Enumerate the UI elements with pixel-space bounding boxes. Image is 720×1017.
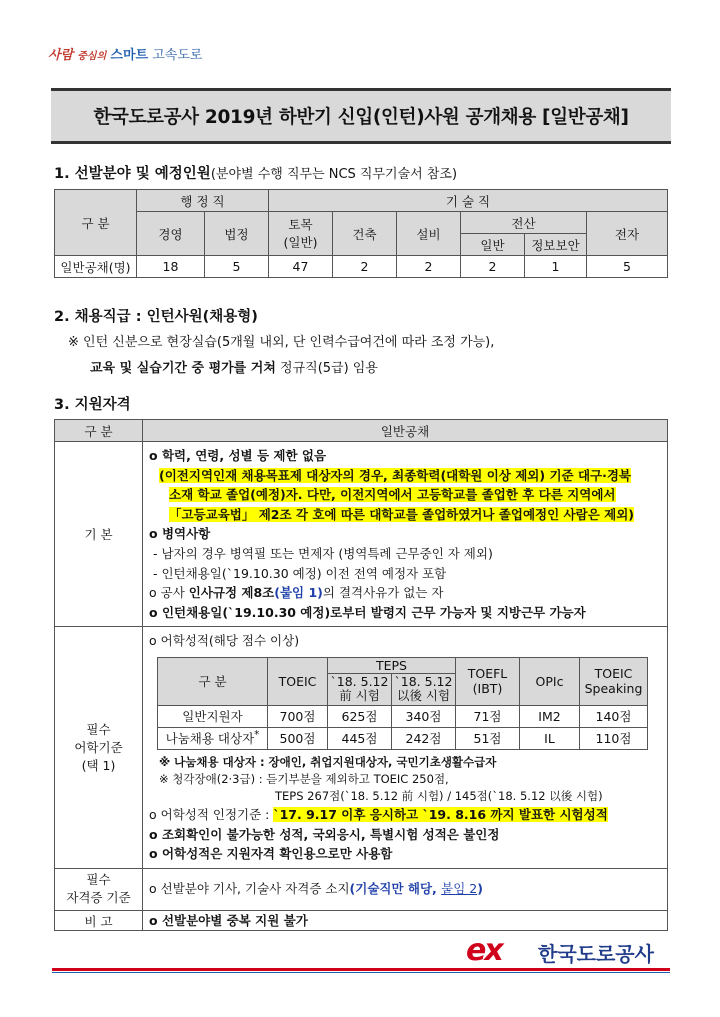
recruitment-table	[54, 189, 668, 278]
col-jeonja: 전자	[587, 212, 668, 256]
lang-h-teps-a2: 前 시험	[339, 688, 380, 704]
lang-note4	[149, 805, 661, 825]
col-jeonsan: 전산	[461, 212, 587, 234]
note-text: o 선발분야별 중복 지원 불가	[149, 912, 308, 928]
lang-row-label-text: 나눔채용 대상자	[165, 731, 255, 747]
lang-score: 242점	[392, 727, 456, 749]
tech-header: 기 술 직	[269, 190, 668, 212]
section1-heading	[54, 162, 457, 183]
cert-line	[149, 879, 661, 899]
value-cell: 2	[397, 256, 461, 278]
lang-score: IL	[520, 727, 580, 749]
basic-line2: (이전지역인재 채용목표제 대상자의 경우, 최종학력(대학원 이상 제외) 기준 대구·경북	[159, 467, 632, 483]
lang-h-teps-b1: `18. 5.12	[394, 674, 453, 690]
footer-divider	[52, 968, 670, 971]
lang-h-speaking1: TOEIC	[594, 666, 633, 682]
value-cell: 5	[205, 256, 269, 278]
basic-line4: 「고등교육법」 제2조 각 호에 따른 대학교를 졸업하였거나 졸업예정인 사람은 제외)	[169, 506, 634, 522]
lang-h-toefl	[456, 657, 520, 705]
company-name: 한국도로공사	[538, 942, 654, 966]
basic-content	[143, 442, 668, 627]
basic-line6: - 남자의 경우 병역필 또는 면제자 (병역특례 근무중인 자 제외)	[153, 545, 493, 561]
lang-label	[55, 627, 143, 868]
slogan-logo	[48, 44, 202, 63]
logo-part3: 스마트	[110, 48, 149, 63]
col-general: 일반공채	[143, 420, 668, 442]
section3-heading	[54, 393, 131, 414]
basic-line8	[149, 583, 661, 603]
lang-note4b: `17. 9.17 이후 응시하고 `19. 8.16 까지 발표한 시험성적	[273, 806, 608, 822]
lang-h-teps-a1: `18. 5.12	[330, 674, 389, 690]
lang-h-gubun: 구 분	[158, 657, 268, 705]
logo-part1: 사람	[48, 48, 74, 63]
cert-text: o 선발분야 기사, 기술사 자격증 소지	[149, 881, 350, 897]
lang-score: 445점	[328, 727, 392, 749]
lang-h-speaking2: Speaking	[584, 681, 643, 697]
lang-h-teps-before	[328, 673, 392, 705]
col-tomok-line2: (일반)	[283, 234, 318, 250]
lang-h-toefl2: (IBT)	[472, 681, 503, 697]
section1-title: 1. 선발분야 및 예정인원	[54, 166, 211, 182]
lang-note3: TEPS 267점(`18. 5.12 前 시험) / 145점(`18. 5.12 以後 시험)	[275, 788, 603, 803]
lang-score: IM2	[520, 705, 580, 727]
lang-note5: o 조회확인이 불가능한 성적, 국외응시, 특별시험 성적은 불인정	[149, 826, 500, 842]
lang-h-toeic: TOEIC	[268, 657, 328, 705]
lang-label3: (택 1)	[81, 757, 116, 773]
cert-tech-note: (기술직만 해당,	[349, 881, 442, 897]
lang-score: 700점	[268, 705, 328, 727]
lang-row-sup: *	[254, 729, 260, 742]
cert-label1: 필수	[86, 872, 111, 888]
cert-close: )	[477, 881, 483, 897]
lang-score: 625점	[328, 705, 392, 727]
lang-note1: ※ 나눔채용 대상자 : 장애인, 취업지원대상자, 국민기초생활수급자	[159, 754, 497, 769]
col-gyeongyeong: 경영	[137, 212, 205, 256]
section2-title: 2. 채용직급 : 인턴사원(채용형)	[54, 309, 258, 325]
attachment2-link[interactable]: 붙임 2	[441, 881, 478, 897]
section2-note2-rest: 정규직(5급) 임용	[275, 361, 378, 376]
section3-title: 3. 지원자격	[54, 397, 131, 413]
section2-heading	[54, 305, 258, 326]
lang-content	[143, 627, 668, 868]
lang-h-toefl1: TOEFL	[467, 666, 508, 682]
value-cell: 2	[333, 256, 397, 278]
section2-note1: ※ 인턴 신분으로 현장실습(5개월 내외, 단 인력수급여건에 따라 조정 가능),	[68, 335, 495, 350]
basic-line9: o 인턴채용일(`19.10.30 예정)로부터 발령지 근무 가능자 및 지방근무 가능자	[149, 604, 586, 620]
cert-label	[55, 868, 143, 910]
cert-label2: 자격증 기준	[66, 890, 131, 906]
value-cell: 5	[587, 256, 668, 278]
lang-h-teps-b2: 以後 시험	[396, 688, 451, 704]
lang-label2: 어학기준	[74, 739, 123, 755]
col-jeongbo: 정보보안	[525, 234, 587, 256]
admin-header: 행 정 직	[137, 190, 269, 212]
basic-line5: o 병역사항	[149, 526, 211, 542]
lang-score: 140점	[580, 705, 648, 727]
footer-divider-thin	[52, 972, 670, 973]
basic-line7: - 인턴채용일(`19.10.30 예정) 이전 전역 예정자 포함	[153, 565, 447, 581]
note-content	[143, 910, 668, 931]
attachment1-link[interactable]: (붙임 1)	[274, 585, 323, 601]
section2-note2-bold: 교육 및 실습기간 중 평가를 거쳐	[90, 361, 276, 376]
section1-note: (분야별 수행 직무는 NCS 직무기술서 참조)	[210, 167, 458, 182]
lang-row-label	[158, 727, 268, 749]
lang-score: 340점	[392, 705, 456, 727]
section2-note2	[90, 357, 378, 376]
col-gubun: 구 분	[55, 420, 143, 442]
lang-score: 110점	[580, 727, 648, 749]
lang-score: 51점	[456, 727, 520, 749]
value-cell: 47	[269, 256, 333, 278]
lang-h-opic: OPIc	[520, 657, 580, 705]
col-tomok-line1: 토목	[288, 216, 313, 232]
lang-h-teps-after	[392, 673, 456, 705]
basic-line8a: o 공사	[149, 585, 189, 601]
col-beopjeong: 법정	[205, 212, 269, 256]
lang-row-label: 일반지원자	[158, 705, 268, 727]
page-title: 한국도로공사 2019년 하반기 신입(인턴)사원 공개채용 [일반공채]	[51, 88, 671, 144]
value-cell: 1	[525, 256, 587, 278]
language-score-table	[157, 657, 648, 750]
note-label: 비 고	[55, 910, 143, 931]
logo-part2: 중심의	[77, 51, 107, 62]
lang-intro: o 어학성적(해당 점수 이상)	[149, 633, 300, 649]
lang-score: 71점	[456, 705, 520, 727]
col-tomok	[269, 212, 333, 256]
col-geonchuk: 건축	[333, 212, 397, 256]
basic-line8d: 의 결격사유가 없는 자	[322, 585, 444, 601]
lang-score: 500점	[268, 727, 328, 749]
basic-line3: 소재 학교 졸업(예정)자. 다만, 이전지역에서 고등학교를 졸업한 후 다른 지역에서	[169, 487, 616, 503]
basic-line8b: 인사규정 제8조	[188, 585, 275, 601]
value-cell: 18	[137, 256, 205, 278]
lang-h-speaking	[580, 657, 648, 705]
basic-label: 기 본	[55, 442, 143, 627]
cert-content	[143, 868, 668, 910]
col-jeonsan-ilban: 일반	[461, 234, 525, 256]
lang-note2: ※ 청각장애(2·3급) : 듣기부분을 제외하고 TOEIC 250점,	[159, 771, 449, 786]
lang-h-teps: TEPS	[328, 657, 456, 673]
basic-line1: o 학력, 연령, 성별 등 제한 없음	[149, 448, 327, 463]
lang-label1: 필수	[86, 721, 111, 737]
gubun-header: 구 분	[55, 190, 137, 256]
logo-part4: 고속도로	[152, 48, 203, 63]
value-cell: 2	[461, 256, 525, 278]
col-seolbi: 설비	[397, 212, 461, 256]
lang-note6: o 어학성적은 지원자격 확인용으로만 사용함	[149, 846, 393, 862]
row-label: 일반공채(명)	[55, 256, 137, 278]
lang-note4a: o 어학성적 인정기준 :	[149, 806, 274, 822]
qualification-table	[54, 419, 668, 931]
ex-logo-icon: ex	[466, 933, 502, 968]
